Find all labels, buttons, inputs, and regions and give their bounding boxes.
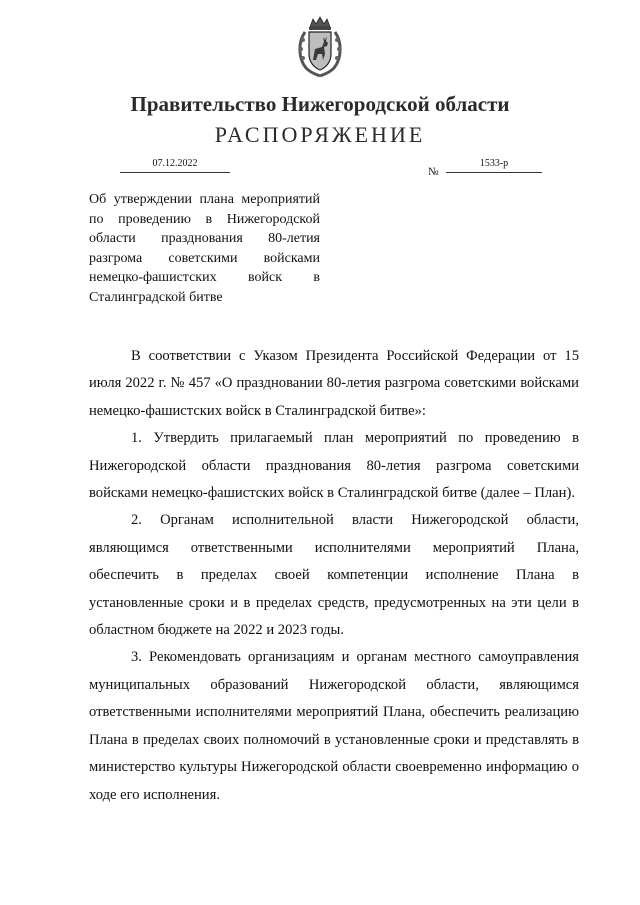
document-number [446, 158, 542, 173]
document-type-title: РАСПОРЯЖЕНИЕ [214, 122, 426, 147]
date-value: 07.12.2022 [152, 158, 198, 169]
government-title: Правительство Нижегородской области [130, 92, 510, 116]
item-3-paragraph: 3. Рекомендовать организациям и органам местного самоуправления муниципальных образований Нижегородской области, являющимся ответственными исполнителями мероприятий Плана, обеспечить реализацию Плана в пределах своих полномочий в установленные сроки и представлять в министерство культуры Нижегородской области своевременно информацию о ходе его исполнения. [89, 649, 579, 803]
item-2-paragraph: 2. Органам исполнительной власти Нижегородской области, являющимся ответственными исполнителями мероприятий Плана, обеспечить в пределах своей компетенции исполнение Плана в установленные сроки и в пределах средств, предусмотренных на эти цели в областном бюджете на 2022 и 2023 годы. [89, 512, 579, 639]
document-date [120, 158, 230, 173]
number-label: № [428, 166, 439, 178]
coat-of-arms-icon [296, 16, 344, 78]
number-value: 1533-р [479, 158, 509, 169]
document-subject: Об утверждении плана мероприятий по проведению в Нижегородской области празднования 80-летия разгрома советскими войсками немецко-фашистских войск в Сталинградской битве [89, 192, 320, 305]
number-underline [446, 170, 542, 173]
date-underline [120, 170, 230, 173]
item-1-paragraph: 1. Утвердить прилагаемый план мероприятий по проведению в Нижегородской области празднования 80-летия разгрома советскими войсками немецко-фашистских войск в Сталинградской битве (далее – План). [89, 430, 579, 502]
preamble-paragraph: В соответствии с Указом Президента Российской Федерации от 15 июля 2022 г. № 457 «О праздновании 80-летия разгрома советскими войсками немецко-фашистских войск в Сталинградской битве»: [89, 348, 579, 419]
document-body [89, 343, 579, 809]
